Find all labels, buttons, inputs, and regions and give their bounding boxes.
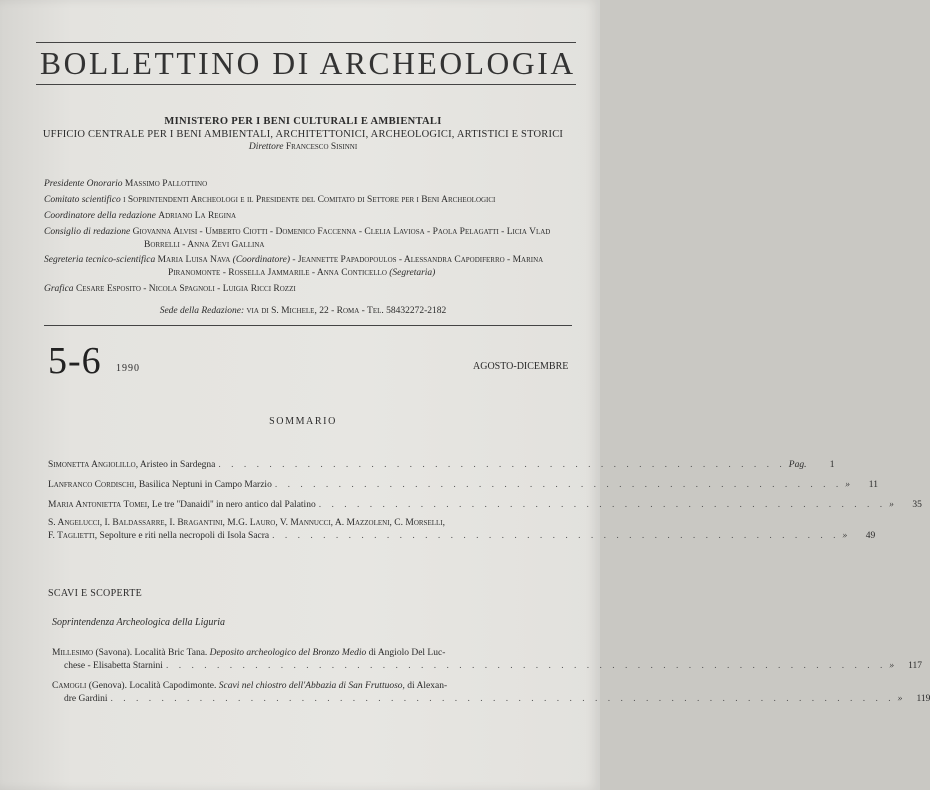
sede-label: Sede della Redazione: <box>159 306 245 316</box>
credit-comitato <box>44 194 495 207</box>
toc-locality: (Savona). Località Bric Tana. <box>93 648 210 658</box>
toc-leader: . . . . . . . . . . . . . . . . . . . . . . . . . . . . . . . . . . . . . . . . . . . . . . . . . . . . . . . . . . . . . . <box>110 694 895 704</box>
grafica-label: Grafica <box>44 284 74 294</box>
comitato-text: i Soprintendenti Archeologi e il Presidente del Comitato di Settore per i Beni Archeologici <box>123 195 496 205</box>
sommario-heading: SOMMARIO <box>269 416 337 427</box>
toc-page-number: 1 <box>829 460 835 470</box>
toc-leader: . . . . . . . . . . . . . . . . . . . . . . . . . . . . . . . . . . . . . . . . . . . . . <box>272 531 840 541</box>
toc-leader: . . . . . . . . . . . . . . . . . . . . . . . . . . . . . . . . . . . . . . . . . . . . . <box>218 460 786 470</box>
toc-author-cont: chese - Elisabetta Starnini <box>64 661 163 671</box>
toc-page-label: » <box>889 661 895 671</box>
credit-presidente <box>44 178 207 191</box>
segreteria-role1: (Coordinatore) <box>232 255 291 265</box>
comitato-label: Comitato scientifico <box>44 195 121 205</box>
toc-entry <box>48 479 878 492</box>
issue-year: 1990 <box>116 363 140 374</box>
toc-page-number: 117 <box>908 661 923 671</box>
toc-leader: . . . . . . . . . . . . . . . . . . . . . . . . . . . . . . . . . . . . . . . . . . . . . <box>274 480 843 490</box>
consiglio-line1: Giovanna Alvisi - Umberto Ciotti - Domenico Faccenna - Clelia Laviosa - Paola Pelagatti - Licia Vlad <box>132 227 551 237</box>
toc-title: Scavi nel chiostro dell'Abbazia di San Fruttuoso, <box>218 681 405 691</box>
issue-number: 5-6 <box>48 340 102 382</box>
toc-page-label: » <box>842 531 848 541</box>
toc-title: , Le tre ''Danaidi'' in nero antico dal Palatino <box>147 500 316 510</box>
toc-page-label: Pag. <box>788 460 807 470</box>
scavi-subheading: Soprintendenza Archeologica della Liguria <box>52 617 226 628</box>
toc-page-label: » <box>845 480 850 490</box>
segreteria-name1: Maria Luisa Nava <box>157 255 231 265</box>
toc-page-number: 11 <box>868 480 878 490</box>
grafica-names: Cesare Esposito - Nicola Spagnoli - Luigia Ricci Rozzi <box>75 284 296 294</box>
issue-rule <box>44 325 572 326</box>
director-name: Francesco Sisinni <box>285 142 358 152</box>
sede-line <box>0 306 606 316</box>
ministry-name: MINISTERO PER I BENI CULTURALI E AMBIENTALI <box>164 116 442 127</box>
toc-title: , Sepolture e riti nella necropoli di Isola Sacra <box>94 531 270 541</box>
toc-title: , Basilica Neptuni in Campo Marzio <box>134 480 272 490</box>
toc-leader: . . . . . . . . . . . . . . . . . . . . . . . . . . . . . . . . . . . . . . . . . . . . . . . . . . . . . . . . . <box>165 661 887 671</box>
toc-page-number: 35 <box>912 500 922 510</box>
consiglio-label: Consiglio di redazione <box>44 227 131 237</box>
toc-author-cont: F. Taglietti <box>48 531 95 541</box>
header-top-rule <box>36 42 576 43</box>
consiglio-line2: Borrelli - Anna Zevi Gallina <box>144 240 265 250</box>
toc-entry <box>48 499 922 512</box>
toc-author: di Alexan- <box>404 681 448 691</box>
toc-entry <box>48 459 835 472</box>
toc-locality: (Genova). Località Capodimonte. <box>86 681 219 691</box>
credit-segreteria <box>44 254 543 280</box>
toc-title: Deposito archeologico del Bronzo Medio <box>209 648 367 658</box>
presidente-label: Presidente Onorario <box>44 179 123 189</box>
toc-author: Simonetta Angiolillo <box>48 460 136 470</box>
coordinatore-label: Coordinatore della redazione <box>44 211 156 221</box>
header-bottom-rule <box>36 84 576 85</box>
toc-place: Camogli <box>52 681 87 691</box>
toc-author: S. Angelucci, I. Baldassarre, I. Bragantini, M.G. Lauro, V. Mannucci, A. Mazzoleni, C. Morselli, <box>48 518 445 528</box>
segreteria-role2: (Segretaria) <box>389 268 436 278</box>
segreteria-line2: Piranomonte - Rossella Jammarile - Anna Conticello <box>168 268 387 278</box>
toc-author: Lanfranco Cordischi <box>48 480 135 490</box>
journal-title: BOLLETTINO DI ARCHEOLOGIA <box>40 46 576 81</box>
segreteria-line1-rest: - Jeannette Papadopoulos - Alessandra Capodiferro - Marina <box>292 255 544 265</box>
coordinatore-name: Adriano La Regina <box>158 211 237 221</box>
toc-leader: . . . . . . . . . . . . . . . . . . . . . . . . . . . . . . . . . . . . . . . . . . . . . <box>318 500 887 510</box>
credit-grafica <box>44 283 296 296</box>
sede-address: via di S. Michele, 22 - Roma - Tel. 58432272-2182 <box>246 306 447 316</box>
scavi-heading: SCAVI E SCOPERTE <box>48 588 143 599</box>
toc-entry <box>48 517 876 543</box>
toc-place: Millesimo <box>52 648 94 658</box>
toc-page-label: » <box>897 694 903 704</box>
office-name: UFFICIO CENTRALE PER I BENI AMBIENTALI, ARCHITETTONICI, ARCHEOLOGICI, ARTISTICI E STORICI <box>42 129 564 140</box>
director-label: Direttore <box>248 142 284 152</box>
toc-page-label: » <box>889 500 894 510</box>
toc-author: di Angiolo Del Luc- <box>366 648 446 658</box>
director-line <box>0 142 606 152</box>
toc-author-cont: dre Gardini <box>64 694 108 704</box>
presidente-name: Massimo Pallottino <box>124 179 208 189</box>
credit-coordinatore <box>44 210 236 223</box>
credit-consiglio <box>44 226 550 252</box>
issue-months: AGOSTO-DICEMBRE <box>473 361 569 372</box>
toc-entry <box>52 680 930 706</box>
toc-title: , Aristeo in Sardegna <box>135 460 216 470</box>
toc-entry <box>52 647 923 673</box>
toc-page-number: 49 <box>865 531 876 541</box>
segreteria-label: Segreteria tecnico-scientifica <box>44 255 156 265</box>
toc-page-number: 119 <box>916 694 930 704</box>
toc-author: Maria Antonietta Tomei <box>48 500 148 510</box>
